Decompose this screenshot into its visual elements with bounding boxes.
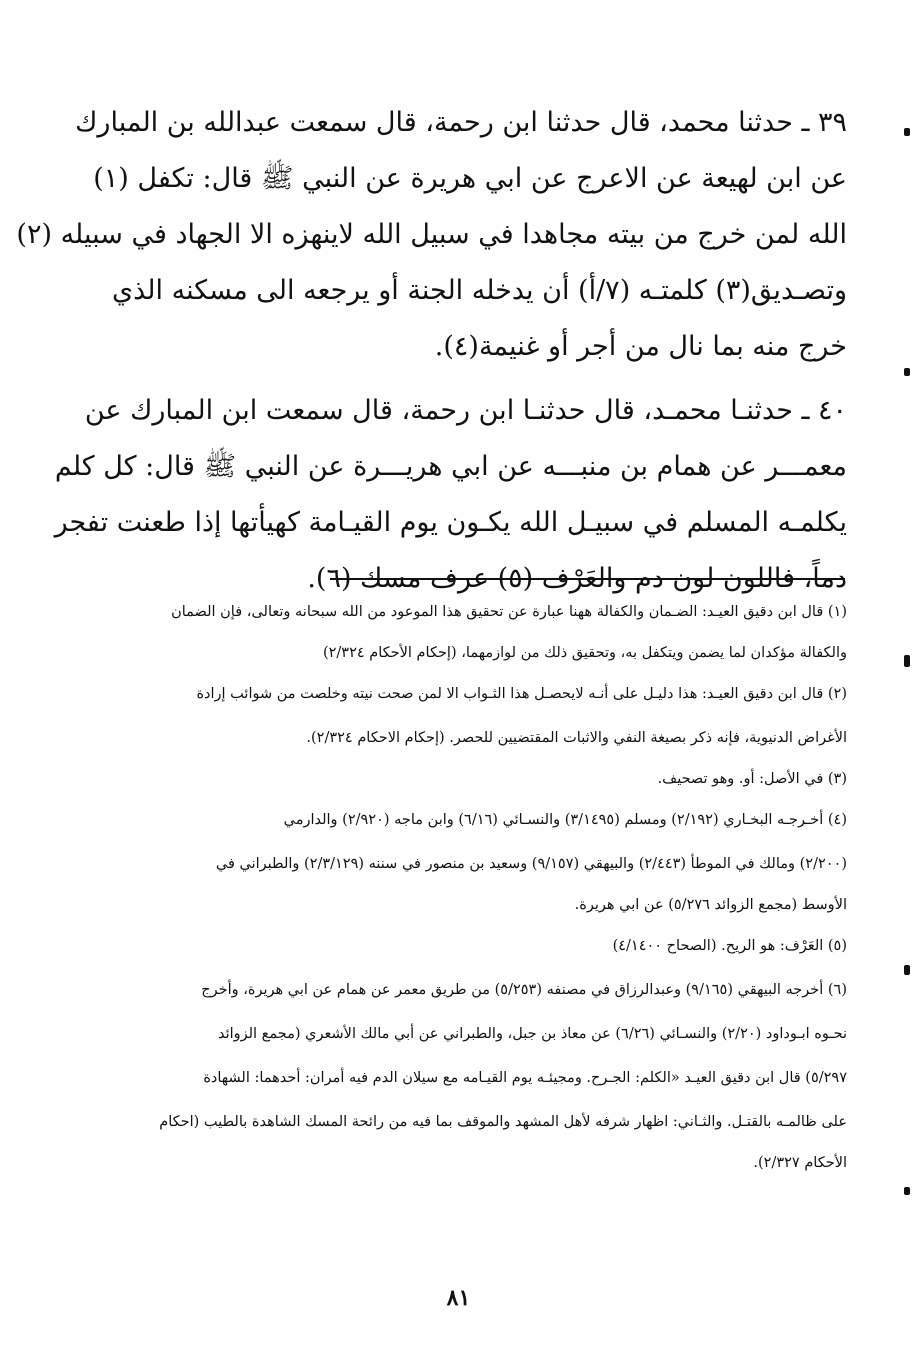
footnote-1-line-2: والكفالة مؤكدان لما يضمن ويتكفل به، وتحقيق ذلك من لوازمهما، (إحكام الأحكام ٢/٣٢٤)	[322, 645, 847, 661]
footnote-5: (٥) العَرْف: هو الريح. (الصحاح ٤/١٤٠٠)	[612, 938, 847, 954]
footnote-4-line-2: (٢/٢٠٠) ومالك في الموطأ (٢/٤٤٣) والبيهقي (٩/١٥٧) وسعيد بن منصور في سننه (٢/٣/١٢٩) والطبراني في	[215, 856, 847, 872]
footnote-6-line-1: (٦) أخرجه البيهقي (٩/١٦٥) وعبدالرزاق في مصنفه (٥/٢٥٣) من طريق معمر عن همام عن ابي هريرة، وأخرج	[201, 982, 847, 998]
scan-edge-mark	[904, 965, 910, 975]
hadith-39-line-1: ٣٩ ـ حدثنا محمد، قال حدثنا ابن رحمة، قال سمعت عبدالله بن المبارك	[75, 107, 847, 138]
hadith-39-line-3: الله لمن خرج من بيته مجاهدا في سبيل الله لاينهزه الا الجهاد في سبيله (٢)	[16, 219, 847, 250]
main-text-block	[16, 95, 847, 607]
footnote-3: (٣) في الأصل: أو. وهو تصحيف.	[657, 771, 847, 787]
scan-edge-mark	[904, 1187, 910, 1195]
footnote-4-line-1: (٤) أخـرجـه البخـاري (٢/١٩٢) ومسلم (٣/١٤٩٥) والنسـائي (٦/١٦) وابن ماجه (٢/٩٢٠) والدارمي	[283, 812, 847, 828]
hadith-40-line-3: يكلمـه المسلم في سبيـل الله يكـون يوم القيـامة كهيأتها إذا طعنت تفجر	[54, 507, 847, 538]
hadith-39-line-4: وتصـديق(٣) كلمتـه (٧/أ) أن يدخله الجنة أو يرجعه الى مسكنه الذي	[111, 275, 847, 306]
footnote-2-line-1: (٢) قال ابن دقيق العيـد: هذا دليـل على أنـه لايحصـل هذا الثـواب الا لمن صحت نيته وخلصت من شوائب إرادة	[196, 686, 847, 702]
scan-edge-mark	[904, 655, 910, 667]
footnote-4-line-3: الأوسط (مجمع الزوائد ٥/٢٧٦) عن ابي هريرة.	[574, 897, 847, 913]
page-number: ٨١	[446, 1285, 471, 1311]
footnotes-block	[150, 590, 847, 1182]
footnote-6-line-4: على ظالمـه بالقتـل. والثـاني: اظهار شرفه لأهل المشهد والموقف بما فيه من رائحة المسك الشاهدة بالطيب (احكام	[159, 1114, 847, 1130]
hadith-40-line-1: ٤٠ ـ حدثنـا محمـد، قال حدثنـا ابن رحمة، قال سمعت ابن المبارك عن	[84, 395, 847, 426]
footnote-6-line-3: ٥/٢٩٧) قال ابن دقيق العيـد «الكلم: الجـرح. ومجيئـه يوم القيـامه مع سيلان الدم فيه أمران: أحدهما: الشهادة	[203, 1070, 847, 1086]
hadith-40-line-2: معمـــر عن همام بن منبـــه عن ابي هريـــرة عن النبي ﷺ قال: كل كلم	[54, 451, 847, 482]
footnote-1-line-1: (١) قال ابن دقيق العيـد: الضـمان والكفالة ههنا عبارة عن تحقيق هذا الموعود من الله سبحانه وتعالى، فإن الضمان	[171, 604, 847, 620]
scan-edge-mark	[904, 128, 910, 136]
footnote-6-line-2: نحـوه ابـوداود (٢/٢٠) والنسـائي (٦/٢٦) عن معاذ بن جبل، والطبراني عن أبي مالك الأشعري (مجمع الزوائد	[217, 1026, 847, 1042]
hadith-39-line-5: خرج منه بما نال من أجر أو غنيمة(٤).	[434, 331, 847, 362]
footnote-6-line-5: الأحكام ٢/٣٢٧).	[753, 1155, 847, 1171]
hadith-40-line-4: دماً، فاللون لون دم والعَرْف (٥) عرف مسك (٦).	[307, 563, 847, 594]
footnote-2-line-2: الأغراض الدنيوية، فإنه ذكر بصيغة النفي والاثبات المقتضيين للحصر. (إحكام الاحكام ٢/٣٢٤).	[306, 730, 847, 746]
scan-edge-mark	[904, 368, 910, 376]
hadith-39-line-2: عن ابن لهيعة عن الاعرج عن ابي هريرة عن النبي ﷺ قال: تكفل (١)	[93, 163, 847, 194]
footnote-divider	[330, 578, 845, 580]
